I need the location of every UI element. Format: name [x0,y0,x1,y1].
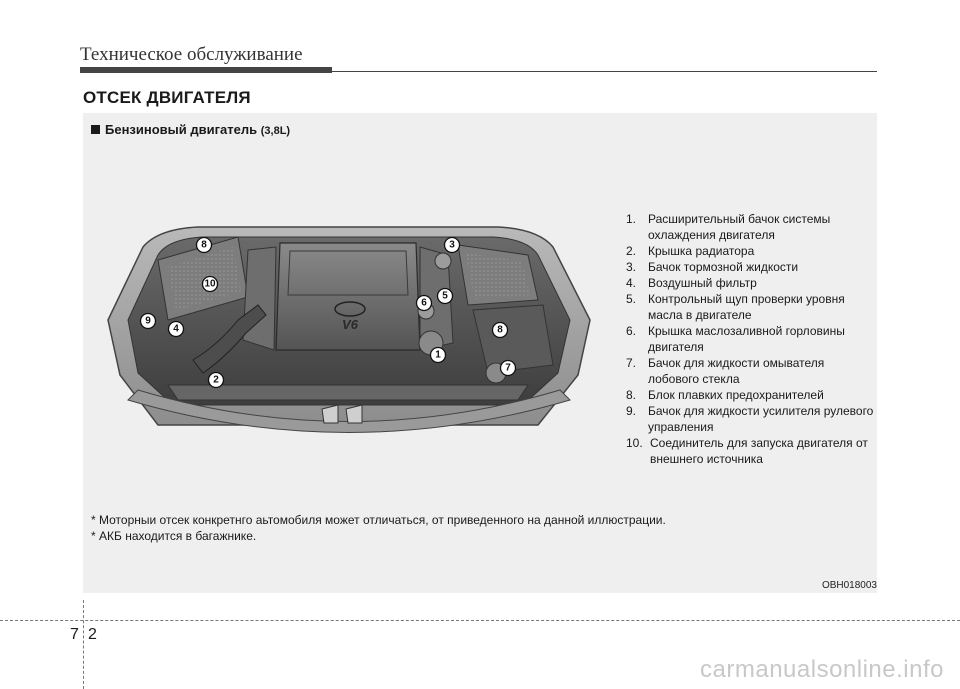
legend-item [626,435,878,467]
legend-item [626,323,878,355]
header-line [332,71,877,72]
legend-item [626,291,878,323]
marker-3 [445,238,460,253]
svg-text:10: 10 [204,278,216,290]
marker-8-right [493,323,508,338]
marker-6 [417,296,432,311]
subtitle-main: Бензиновый двигатель [105,122,258,137]
legend-number: 2. [626,244,637,258]
page-number: 2 [88,626,97,643]
engine-bay-illustration [98,225,600,457]
legend-text: Расширительный бачок системы охлаждения двигателя [648,212,831,242]
legend-text: Контрольный щуп проверки уровня масла в двигателе [648,292,845,322]
legend-number: 1. [626,212,637,226]
footer-divider [83,600,84,689]
legend-text: Крышка радиатора [648,244,755,258]
legend-text: Блок плавких предохранителей [648,388,824,402]
legend-text: Бачок для жидкости усилителя рулевого управления [648,404,874,434]
marker-5 [438,289,453,304]
legend-text: Воздушный фильтр [648,276,757,290]
marker-7 [501,361,516,376]
page-chapter: 7 [70,626,79,643]
watermark: carmanualsonline.info [700,656,944,683]
legend-number: 10. [626,436,643,450]
legend-item [626,403,878,435]
legend-number: 7. [626,356,637,370]
svg-text:9: 9 [145,315,151,327]
legend-text: Соединитель для запуска двигателя от внешнего источника [650,436,868,466]
legend-number: 9. [626,404,637,418]
subtitle-spec: (3,8L) [260,125,291,137]
svg-text:4: 4 [173,323,179,335]
footnotes [91,512,666,544]
legend-item [626,211,878,243]
legend-item [626,387,878,403]
parts-legend [626,211,878,467]
square-bullet-icon [91,125,100,134]
legend-text: Бачок для жидкости омывателя лобового стекла [648,356,825,386]
legend-item [626,243,878,259]
radiator-support [168,385,528,400]
marker-10 [203,277,218,292]
marker-2 [209,373,224,388]
svg-text:8: 8 [201,239,207,251]
engine-cover [276,243,420,350]
subtitle [91,122,290,137]
header-bar [80,67,332,73]
footnote: * АКБ находится в багажнике. [91,529,257,543]
svg-text:3: 3 [449,239,455,251]
svg-text:8: 8 [497,324,503,336]
intake-manifold [243,247,276,350]
marker-4 [169,322,184,337]
legend-number: 3. [626,260,637,274]
legend-number: 4. [626,276,637,290]
svg-text:5: 5 [442,290,448,302]
marker-8-left [197,238,212,253]
header-title: Техническое обслуживание [80,44,303,65]
svg-text:1: 1 [435,349,441,361]
legend-text: Крышка маслозаливной горловины двигателя [648,324,845,354]
legend-item [626,275,878,291]
legend-number: 6. [626,324,637,338]
footer-line [0,620,960,621]
svg-text:7: 7 [505,362,511,374]
svg-text:6: 6 [421,297,427,309]
legend-item [626,355,878,387]
legend-item [626,259,878,275]
brake-reservoir [435,253,451,269]
legend-number: 8. [626,388,637,402]
legend-text: Бачок тормозной жидкости [648,260,799,274]
v6-badge: V6 [342,317,358,332]
legend-number: 5. [626,292,637,306]
marker-9 [141,314,156,329]
section-title: ОТСЕК ДВИГАТЕЛЯ [83,88,251,107]
marker-1 [431,348,446,363]
footnote: * Моторныи отсек конкретнго аьтомобиля может отличаться, от приведенного на данной иллюстрации. [91,513,666,527]
svg-text:2: 2 [213,374,219,386]
image-code: OBH018003 [821,580,877,591]
